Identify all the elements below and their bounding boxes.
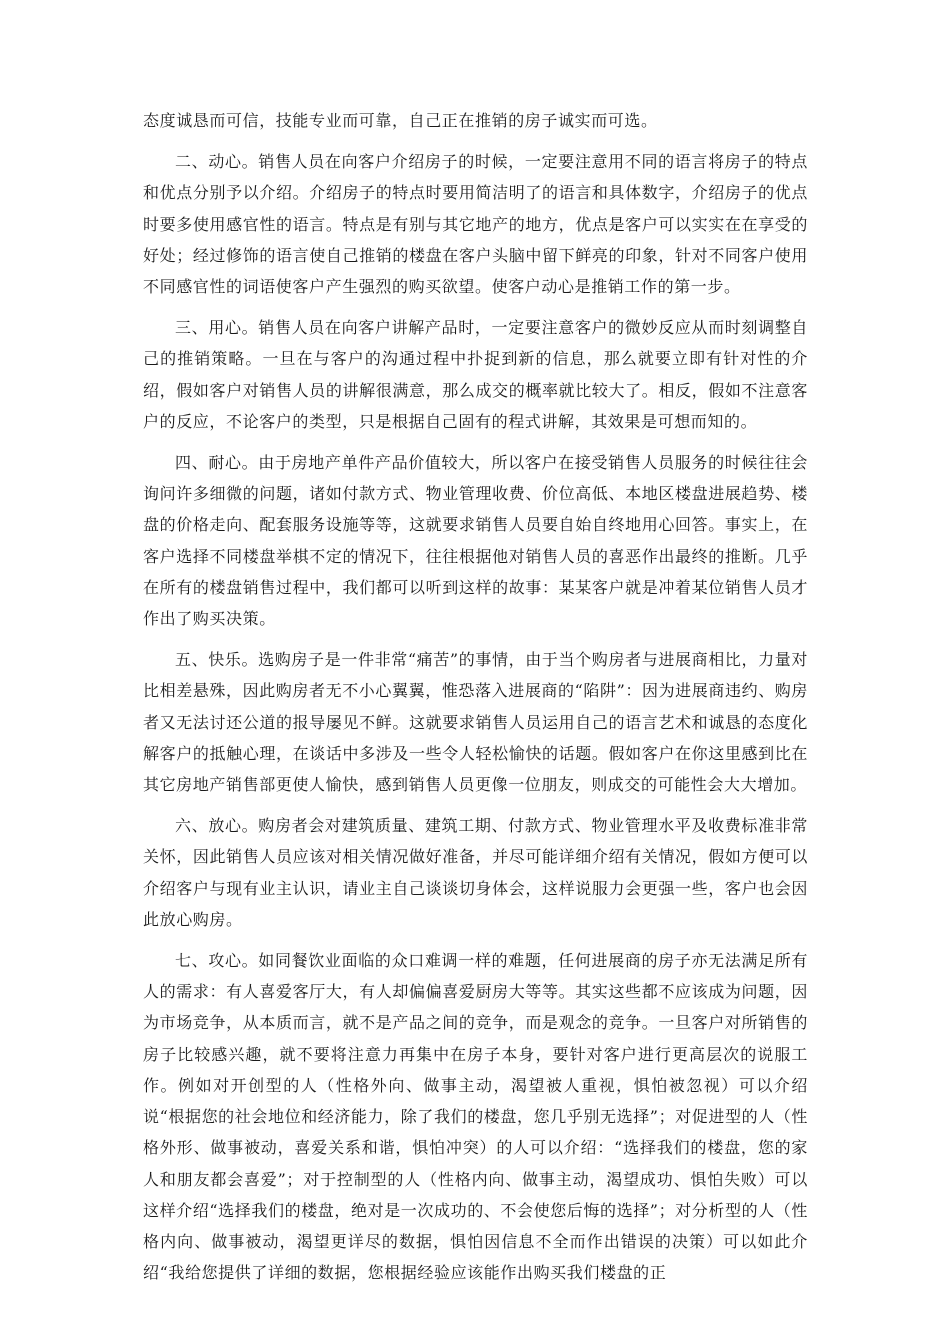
paragraph-fangxin: 六、放心。购房者会对建筑质量、建筑工期、付款方式、物业管理水平及收费标准非常关怀，因此销售人员应该对相关情况做好准备，并尽可能详细介绍有关情况，假如方便可以介绍客户与现有业主认识，请业主自己谈谈切身体会，这样说服力会更强一些，客户也会因此放心购房。 (143, 816, 808, 929)
paragraph-continuation: 态度诚恳而可信，技能专业而可靠，自己正在推销的房子诚实而可选。 (143, 111, 658, 130)
paragraph-gongxin: 七、攻心。如同餐饮业面临的众口难调一样的难题，任何进展商的房子亦无法满足所有人的需求：有人喜爱客厅大，有人却偏偏喜爱厨房大等等。其实这些都不应该成为问题，因为市场竞争，从本质而言，就不是产品之间的竞争，而是观念的竞争。一旦客户对所销售的房子比较感兴趣，就不要将注意力再集中在房子本身，要针对客户进行更高层次的说服工作。例如对开创型的人（性格外向、做事主动，渴望被人重视，惧怕被忽视）可以介绍说“根据您的社会地位和经济能力，除了我们的楼盘，您几乎别无选择”；对促进型的人（性格外形、做事被动，喜爱关系和谐，惧怕冲突）的人可以介绍：“选择我们的楼盘，您的家人和朋友都会喜爱”；对于控制型的人（性格内向、做事主动，渴望成功、惧怕失败）可以这样介绍“选择我们的楼盘，绝对是一次成功的、不会使您后悔的选择”；对分析型的人（性格内向、做事被动，渴望更详尽的数据，惧怕因信息不全而作出错误的决策）可以如此介绍“我给您提供了详细的数据，您根据经验应该能作出购买我们楼盘的正 (143, 951, 808, 1283)
paragraph-naixin: 四、耐心。由于房地产单件产品价值较大，所以客户在接受销售人员服务的时候往往会询问许多细微的问题，诸如付款方式、物业管理收费、价位高低、本地区楼盘进展趋势、楼盘的价格走向、配套服务设施等等，这就要求销售人员要自始自终地用心回答。事实上，在客户选择不同楼盘举棋不定的情况下，往往根据他对销售人员的喜恶作出最终的推断。几乎在所有的楼盘销售过程中，我们都可以听到这样的故事：某某客户就是冲着某位销售人员才作出了购买决策。 (143, 453, 808, 629)
paragraph-kuaile: 五、快乐。选购房子是一件非常“痛苦”的事情，由于当个购房者与进展商相比，力量对比相差悬殊，因此购房者无不小心翼翼，惟恐落入进展商的“陷阱”：因为进展商违约、购房者又无法讨还公道的报导屡见不鲜。这就要求销售人员运用自己的语言艺术和诚恳的态度化解客户的抵触心理，在谈话中多涉及一些令人轻松愉快的话题。假如客户在你这里感到比在其它房地产销售部更使人愉快，感到销售人员更像一位朋友，则成交的可能性会大大增加。 (143, 650, 808, 795)
paragraph-dongxin: 二、动心。销售人员在向客户介绍房子的时候，一定要注意用不同的语言将房子的特点和优点分别予以介绍。介绍房子的特点时要用简洁明了的语言和具体数字，介绍房子的优点时要多使用感官性的语言。特点是有别与其它地产的地方，优点是客户可以实实在在享受的好处；经过修饰的语言使自己推销的楼盘在客户头脑中留下鲜亮的印象，针对不同客户使用不同感官性的词语使客户产生强烈的购买欲望。使客户动心是推销工作的第一步。 (143, 152, 808, 297)
paragraph-yongxin: 三、用心。销售人员在向客户讲解产品时，一定要注意客户的微妙反应从而时刻调整自己的推销策略。一旦在与客户的沟通过程中扑捉到新的信息，那么就要立即有针对性的介绍，假如客户对销售人员的讲解很满意，那么成交的概率就比较大了。相反，假如不注意客户的反应，不论客户的类型，只是根据自己固有的程式讲解，其效果是可想而知的。 (143, 318, 808, 431)
document-page (143, 105, 808, 1288)
